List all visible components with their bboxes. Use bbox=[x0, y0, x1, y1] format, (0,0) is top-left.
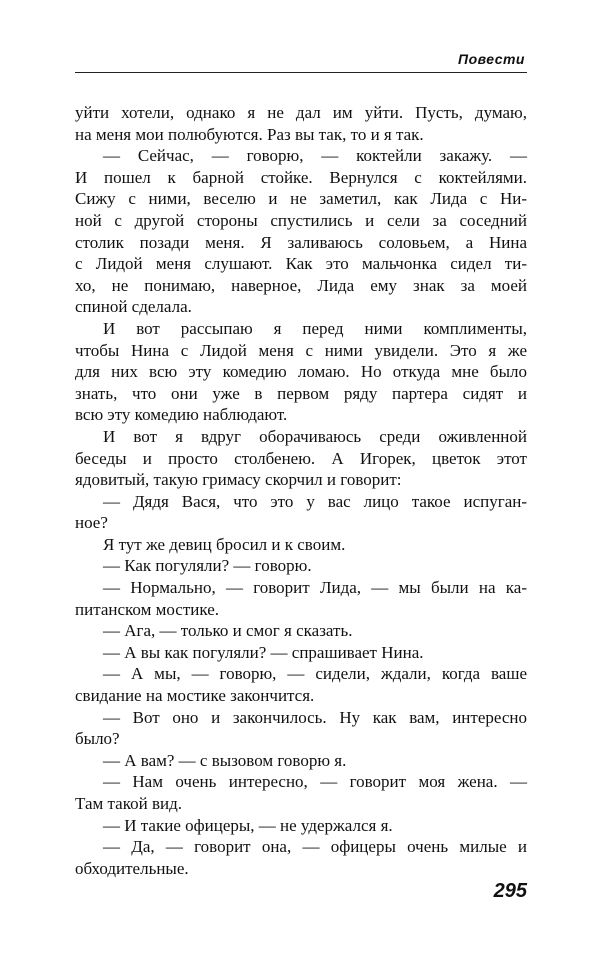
text-line: беседы и просто столбенею. А Игорек, цветок этот bbox=[75, 448, 527, 468]
running-header bbox=[75, 50, 527, 73]
text-line: питанском мостике. bbox=[75, 599, 219, 619]
text-line: — Сейчас, — говорю, — коктейли закажу. — bbox=[103, 146, 527, 166]
text-line: ное? bbox=[75, 513, 108, 533]
text-line: — Нормально, — говорит Лида, — мы были на ка- bbox=[103, 578, 527, 598]
text-line: чтобы Нина с Лидой меня с ними увидели. Это я же bbox=[75, 340, 527, 360]
text-line: И пошел к барной стойке. Вернулся с коктейлями. bbox=[75, 167, 527, 187]
text-line: хо, не понимаю, наверное, Лида ему знак за моей bbox=[75, 275, 527, 295]
text-line: знать, что они уже в первом ряду партера сидят и bbox=[75, 383, 527, 403]
text-line: Сижу с ними, веселю и не заметил, как Лида с Ни- bbox=[75, 189, 527, 209]
text-line: уйти хотели, однако я не дал им уйти. Пусть, думаю, bbox=[75, 103, 527, 122]
text-line: — Дядя Вася, что это у вас лицо такое испуган- bbox=[103, 491, 527, 511]
text-line: И вот рассыпаю я перед ними комплименты, bbox=[103, 318, 527, 338]
text-line: — А вы как погуляли? — спрашивает Нина. bbox=[103, 642, 424, 662]
text-line: — Ага, — только и смог я сказать. bbox=[103, 621, 353, 641]
body-text bbox=[75, 102, 527, 879]
text-line: — Вот оно и закончилось. Ну как вам, интересно bbox=[103, 707, 527, 727]
text-line: было? bbox=[75, 729, 120, 749]
text-line: на меня мои полюбуются. Раз вы так, то и я так. bbox=[75, 124, 424, 144]
text-line: Там такой вид. bbox=[75, 794, 182, 813]
text-line: для них всю эту комедию ломаю. Но откуда мне было bbox=[75, 362, 527, 382]
text-line: — Как погуляли? — говорю. bbox=[103, 556, 312, 576]
text-line: — А вам? — с вызовом говорю я. bbox=[103, 750, 347, 770]
text-line: с Лидой меня слушают. Как это мальчонка сидел ти- bbox=[75, 254, 527, 274]
text-line: — А мы, — говорю, — сидели, ждали, когда ваше bbox=[103, 664, 527, 684]
text-line: ядовитый, такую гримасу скорчил и говорит: bbox=[75, 470, 402, 490]
text-line: всю эту комедию наблюдают. bbox=[75, 405, 288, 425]
text-line: обходительные. bbox=[75, 858, 189, 878]
text-line: — Нам очень интересно, — говорит моя жена. — bbox=[103, 772, 527, 792]
running-header-title: Повести bbox=[458, 51, 525, 67]
text-line: И вот я вдруг оборачиваюсь среди оживленной bbox=[103, 426, 527, 446]
text-line: — Да, — говорит она, — офицеры очень милые и bbox=[103, 837, 527, 857]
text-line: Я тут же девиц бросил и к своим. bbox=[103, 534, 346, 554]
text-line: спиной сделала. bbox=[75, 297, 192, 317]
text-line: свидание на мостике закончится. bbox=[75, 686, 315, 706]
page-number: 295 bbox=[493, 880, 527, 902]
text-line: — И такие офицеры, — не удержался я. bbox=[103, 815, 393, 835]
text-line: столик позади меня. Я заливаюсь соловьем, а Нина bbox=[75, 232, 527, 252]
text-line: ной с другой стороны спустились и сели за соседний bbox=[75, 210, 527, 230]
